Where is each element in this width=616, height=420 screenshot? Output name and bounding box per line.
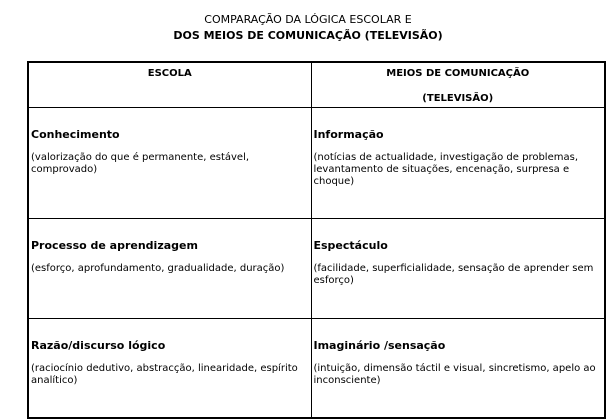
cell-escola (28, 108, 311, 219)
cell-meios (311, 108, 605, 219)
cell-heading: Processo de aprendizagem (31, 239, 198, 252)
table-row (28, 219, 605, 319)
cell-heading: Imaginário /sensação (313, 339, 446, 352)
cell-heading: Informação (313, 128, 384, 141)
title-line-2: DOS MEIOS DE COMUNICAÇÃO (TELEVISÃO) (173, 29, 443, 42)
header-escola (28, 62, 311, 108)
title-line-1: COMPARAÇÃO DA LÓGICA ESCOLAR E (204, 13, 412, 26)
table-header-row (28, 62, 605, 108)
cell-description: (raciocínio dedutivo, abstracção, linearidade, espírito analítico) (31, 363, 298, 386)
cell-description: (valorização do que é permanente, estável, comprovado) (31, 152, 250, 175)
document-title (0, 12, 616, 44)
cell-heading: Razão/discurso lógico (31, 339, 166, 352)
table-row (28, 108, 605, 219)
cell-description: (notícias de actualidade, investigação de problemas, levantamento de situações, encenação, surpresa e choque) (313, 152, 578, 187)
cell-description: (facilidade, superficialidade, sensação de aprender sem esforço) (313, 263, 594, 286)
cell-meios (311, 319, 605, 419)
header-meios-sublabel: (TELEVISÃO) (422, 93, 494, 104)
table-row (28, 319, 605, 419)
cell-heading: Conhecimento (31, 128, 120, 141)
cell-heading: Espectáculo (313, 239, 388, 252)
cell-description: (intuição, dimensão táctil e visual, sincretismo, apelo ao inconsciente) (313, 363, 596, 386)
comparison-table (27, 61, 606, 419)
header-escola-label: ESCOLA (147, 68, 192, 79)
cell-description: (esforço, aprofundamento, gradualidade, duração) (31, 263, 285, 274)
cell-escola (28, 319, 311, 419)
header-meios-label: MEIOS DE COMUNICAÇÃO (386, 68, 530, 79)
cell-escola (28, 219, 311, 319)
cell-meios (311, 219, 605, 319)
header-meios (311, 62, 605, 108)
